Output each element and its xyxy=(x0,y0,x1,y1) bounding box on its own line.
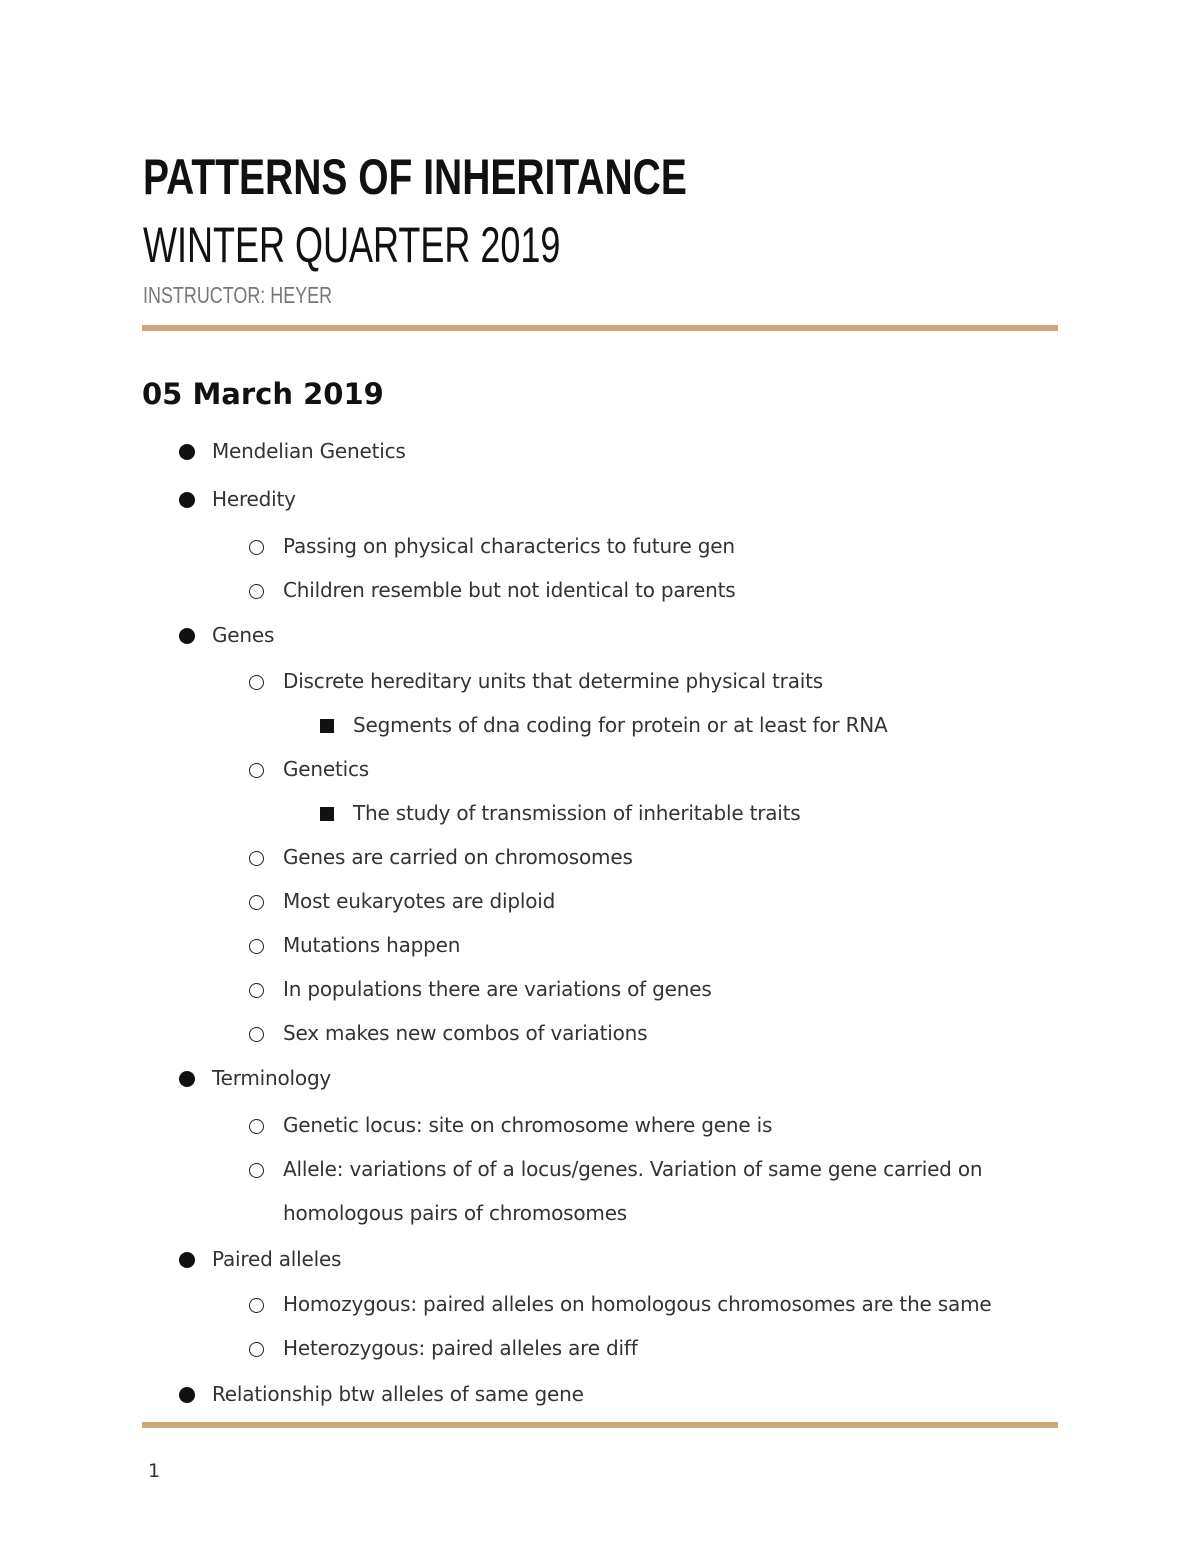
list-item-continuation: homologous pairs of chromosomes xyxy=(283,1201,628,1225)
circle-bullet-icon xyxy=(249,851,264,866)
circle-bullet-icon xyxy=(249,675,264,690)
document-subtitle: WINTER QUARTER 2019 xyxy=(143,217,561,273)
list-item: Terminology xyxy=(212,1066,332,1090)
disc-bullet-icon xyxy=(179,1252,195,1268)
list-item: Genetic locus: site on chromosome where gene is xyxy=(283,1113,773,1137)
list-item: Children resemble but not identical to parents xyxy=(283,578,736,602)
instructor-line: INSTRUCTOR: HEYER xyxy=(143,282,333,308)
circle-bullet-icon xyxy=(249,540,264,555)
list-item: Mutations happen xyxy=(283,933,461,957)
list-item: Mendelian Genetics xyxy=(212,439,406,463)
footer-divider xyxy=(142,1422,1058,1428)
list-item: Genes xyxy=(212,623,275,647)
document-title: PATTERNS OF INHERITANCE xyxy=(143,149,687,205)
list-item: Genes are carried on chromosomes xyxy=(283,845,633,869)
disc-bullet-icon xyxy=(179,492,195,508)
circle-bullet-icon xyxy=(249,1163,264,1178)
circle-bullet-icon xyxy=(249,1027,264,1042)
circle-bullet-icon xyxy=(249,1119,264,1134)
disc-bullet-icon xyxy=(179,1387,195,1403)
disc-bullet-icon xyxy=(179,1071,195,1087)
circle-bullet-icon xyxy=(249,1342,264,1357)
circle-bullet-icon xyxy=(249,895,264,910)
list-item: Heredity xyxy=(212,487,296,511)
list-item: Allele: variations of of a locus/genes. Variation of same gene carried on xyxy=(283,1157,983,1181)
list-item: Relationship btw alleles of same gene xyxy=(212,1382,584,1406)
list-item: Sex makes new combos of variations xyxy=(283,1021,648,1045)
disc-bullet-icon xyxy=(179,444,195,460)
list-item: Passing on physical characterics to future gen xyxy=(283,534,735,558)
circle-bullet-icon xyxy=(249,584,264,599)
list-item: Genetics xyxy=(283,757,369,781)
circle-bullet-icon xyxy=(249,983,264,998)
list-item: Homozygous: paired alleles on homologous chromosomes are the same xyxy=(283,1292,992,1316)
square-bullet-icon xyxy=(320,719,334,733)
page-number: 1 xyxy=(148,1460,161,1482)
list-item: Discrete hereditary units that determine physical traits xyxy=(283,669,823,693)
circle-bullet-icon xyxy=(249,763,264,778)
list-item: Paired alleles xyxy=(212,1247,342,1271)
circle-bullet-icon xyxy=(249,1298,264,1313)
disc-bullet-icon xyxy=(179,628,195,644)
list-item: In populations there are variations of genes xyxy=(283,977,712,1001)
header-divider xyxy=(142,325,1058,331)
list-item: Heterozygous: paired alleles are diff xyxy=(283,1336,638,1360)
list-item: Segments of dna coding for protein or at least for RNA xyxy=(353,713,888,737)
list-item: Most eukaryotes are diploid xyxy=(283,889,556,913)
date-heading: 05 March 2019 xyxy=(142,377,384,411)
circle-bullet-icon xyxy=(249,939,264,954)
square-bullet-icon xyxy=(320,807,334,821)
list-item: The study of transmission of inheritable traits xyxy=(353,801,801,825)
